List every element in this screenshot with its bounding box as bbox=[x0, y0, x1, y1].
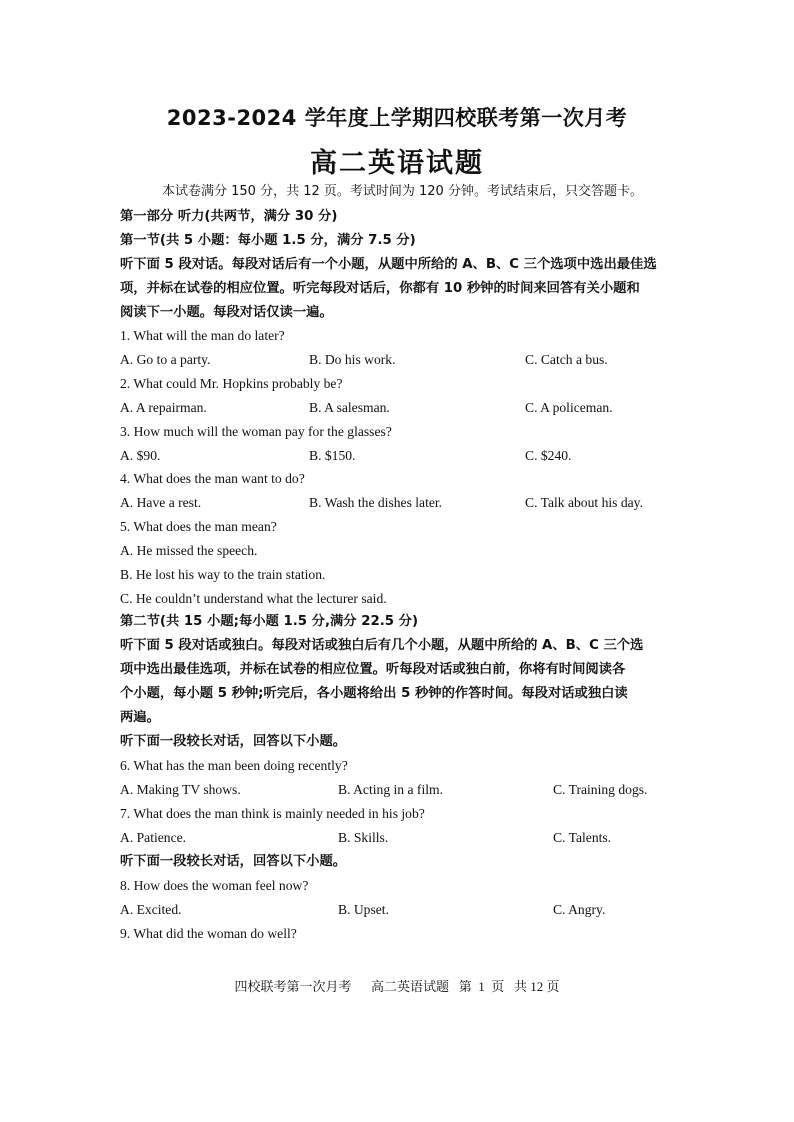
section2-instruction-line: 个小题，每小题 5 秒钟;听完后，各小题将给出 5 秒钟的作答时间。每段对话或独白读 bbox=[120, 686, 628, 701]
option-c: C. $240. bbox=[525, 448, 572, 463]
option-a: A. Go to a party. bbox=[120, 352, 211, 367]
option-b: B. Skills. bbox=[338, 830, 389, 845]
option-b: B. $150. bbox=[309, 448, 356, 463]
footer-total-pages: 共 12 页 bbox=[514, 979, 560, 994]
option-c: C. Angry. bbox=[553, 902, 606, 917]
footer-exam: 四校联考第一次月考 bbox=[234, 979, 352, 994]
question-text: 2. What could Mr. Hopkins probably be? bbox=[120, 376, 343, 391]
section1-instruction-line: 听下面 5 段对话。每段对话后有一个小题，从题中所给的 A、B、C 三个选项中选出最佳选 bbox=[120, 257, 657, 272]
question-text: 9. What did the woman do well? bbox=[120, 926, 297, 941]
question-text: 5. What does the man mean? bbox=[120, 519, 277, 534]
section2-instruction-line: 项中选出最佳选项，并标在试卷的相应位置。听每段对话或独白前，你将有时间阅读各 bbox=[120, 662, 626, 677]
exam-subtitle: 高二英语试题 bbox=[310, 148, 484, 179]
question-text: 7. What does the man think is mainly needed in his job? bbox=[120, 806, 425, 821]
option-a: A. Have a rest. bbox=[120, 495, 202, 510]
exam-title: 2023-2024 学年度上学期四校联考第一次月考 bbox=[166, 106, 628, 130]
section2-heading: 第二节(共 15 小题;每小题 1.5 分,满分 22.5 分) bbox=[120, 614, 419, 629]
option-a: A. He missed the speech. bbox=[120, 543, 258, 558]
option-c: C. Talk about his day. bbox=[525, 495, 643, 510]
exam-note: 本试卷满分 150 分，共 12 页。考试时间为 120 分钟。考试结束后，只交答题卡。 bbox=[162, 184, 643, 199]
question-text: 1. What will the man do later? bbox=[120, 328, 285, 343]
option-b: B. Acting in a film. bbox=[338, 782, 443, 797]
option-b: B. Wash the dishes later. bbox=[309, 495, 443, 510]
option-a: A. $90. bbox=[120, 448, 161, 463]
section2-instruction-line: 两遍。 bbox=[120, 710, 160, 725]
question-text: 8. How does the woman feel now? bbox=[120, 878, 309, 893]
page-footer bbox=[0, 976, 794, 995]
option-a: A. Excited. bbox=[120, 902, 182, 917]
option-b: B. Do his work. bbox=[309, 352, 396, 367]
dialogue-prompt: 听下面一段较长对话，回答以下小题。 bbox=[120, 734, 347, 749]
section1-instruction-line: 阅读下一小题。每段对话仅读一遍。 bbox=[120, 305, 333, 320]
question-text: 3. How much will the woman pay for the glasses? bbox=[120, 424, 392, 439]
option-b: B. A salesman. bbox=[309, 400, 390, 415]
section2-instruction-line: 听下面 5 段对话或独白。每段对话或独白后有几个小题，从题中所给的 A、B、C 三个选 bbox=[120, 638, 644, 653]
option-c: C. Catch a bus. bbox=[525, 352, 608, 367]
question-text: 4. What does the man want to do? bbox=[120, 471, 305, 486]
option-c: C. Talents. bbox=[553, 830, 612, 845]
option-b: B. He lost his way to the train station. bbox=[120, 567, 326, 582]
option-a: A. Making TV shows. bbox=[120, 782, 241, 797]
question-text: 6. What has the man been doing recently? bbox=[120, 758, 348, 773]
section1-heading: 第一节(共 5 小题：每小题 1.5 分，满分 7.5 分) bbox=[120, 233, 416, 248]
option-a: A. A repairman. bbox=[120, 400, 207, 415]
option-c: C. Training dogs. bbox=[553, 782, 648, 797]
option-c: C. A policeman. bbox=[525, 400, 613, 415]
footer-subject: 高二英语试题 bbox=[370, 979, 449, 994]
dialogue-prompt: 听下面一段较长对话，回答以下小题。 bbox=[120, 854, 347, 869]
option-c: C. He couldn’t understand what the lecturer said. bbox=[120, 591, 387, 606]
part1-heading: 第一部分 听力(共两节，满分 30 分) bbox=[120, 209, 338, 224]
option-a: A. Patience. bbox=[120, 830, 187, 845]
option-b: B. Upset. bbox=[338, 902, 389, 917]
footer-page-number: 第 1 页 bbox=[458, 979, 505, 994]
section1-instruction-line: 项，并标在试卷的相应位置。听完每段对话后，你都有 10 秒钟的时间来回答有关小题和 bbox=[120, 281, 640, 296]
